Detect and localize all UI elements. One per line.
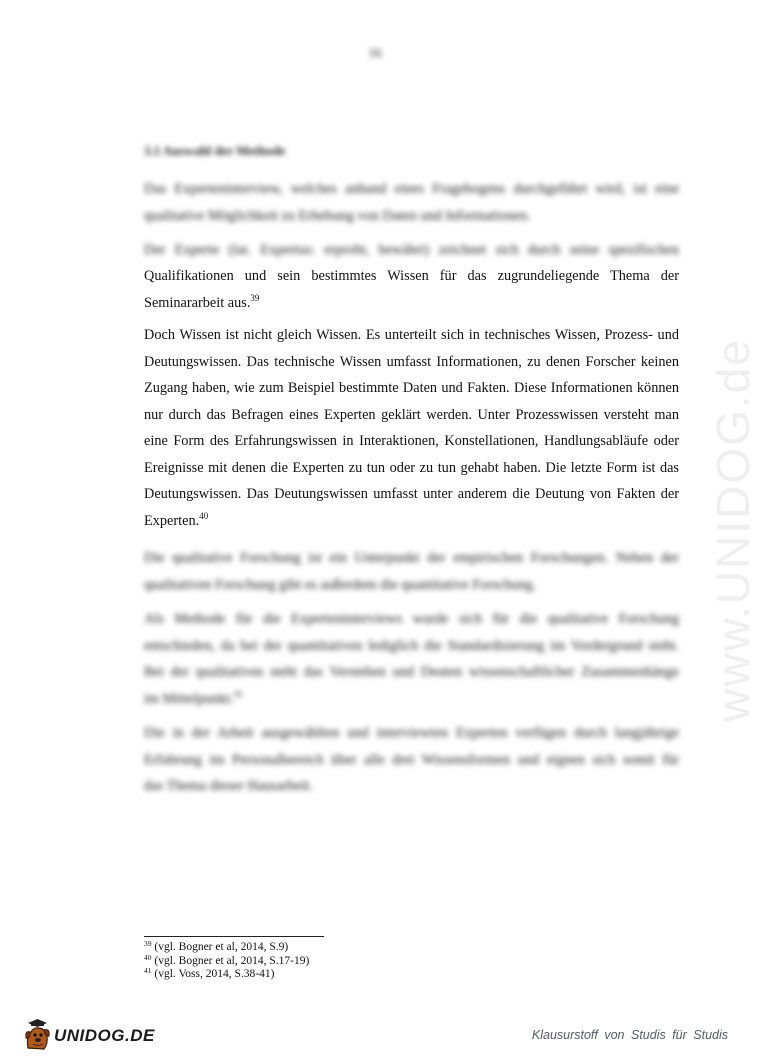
blurred-line: Die qualitative Forschung ist ein Unterpunkt der empirischen Forschungen. Neben der bbox=[144, 550, 679, 566]
blurred-line: Bei der qualitativen steht das Verstehen und Deuten wissenschaftlicher Zusammenhänge bbox=[144, 664, 679, 680]
blurred-line bbox=[144, 686, 679, 713]
footnote-ref: 40 bbox=[199, 510, 209, 521]
footnote-ref: 41 bbox=[233, 688, 243, 699]
unidog-logo[interactable] bbox=[22, 1016, 155, 1056]
paragraph-wissen bbox=[144, 322, 679, 534]
watermark: www.UNIDOG.de bbox=[707, 338, 759, 722]
line-text: im Mittelpunkt. bbox=[144, 690, 234, 707]
footnote-number: 39 bbox=[144, 939, 152, 948]
blurred-line: qualitativen Forschung gibt es außerdem die quantitative Forschung. bbox=[144, 576, 537, 593]
blurred-line: Erfahrung im Personalbereich über alle drei Wissensformen und eignen sich somit für bbox=[144, 751, 679, 768]
footnote-rule bbox=[144, 936, 324, 937]
footnote-text: (vgl. Voss, 2014, S.38-41) bbox=[151, 968, 275, 980]
paragraph-text: Qualifikationen und sein bestimmtes Wissen für das zugrundeliegende Thema der Seminararbeit aus. bbox=[144, 268, 679, 311]
paragraph-expert-definition bbox=[144, 263, 679, 316]
footnote-text: (vgl. Bogner et al, 2014, S.17-19) bbox=[151, 954, 310, 967]
footnote-item bbox=[144, 968, 309, 982]
blurred-line: Als Methode für die Experteninterviews wurde sich für die qualitative Forschung bbox=[144, 611, 679, 627]
footer-bar bbox=[0, 1014, 750, 1059]
footer-tagline: Klausurstoff von Studis für Studis bbox=[531, 1028, 728, 1042]
paragraph-text: Doch Wissen ist nicht gleich Wissen. Es unterteilt sich in technisches Wissen, Prozess- und Deutungswissen. Das technische Wissen umfasst Informationen, zu denen Forscher keinen Zugang haben, wie zum Beispiel bestimmte Daten und Fakten. Diese Informationen können nur durch das Befragen eines Experten geklärt werden. Unter Prozesswissen versteht man eine Form des Erfahrungswissen in Interaktionen, Konstellationen, Handlungsabläufe oder Ereignisse mit denen die Experten zu tun oder zu tun gehabt haben. Die letzte Form ist das Deutungswissen. Das Deutungswissen umfasst unter anderem die Deutung von Fakten der Experten. bbox=[144, 327, 679, 529]
blurred-line: qualitative Möglichkeit zu Erhebung von Daten und Informationen. bbox=[144, 207, 531, 224]
paragraph-blurred bbox=[144, 720, 679, 800]
footnote-item bbox=[144, 941, 309, 955]
paragraph-blurred bbox=[144, 545, 679, 598]
footnotes bbox=[144, 941, 309, 982]
footnote-number: 41 bbox=[144, 966, 152, 975]
footnote-ref: 39 bbox=[250, 292, 260, 303]
section-heading: 3.1 Auswahl der Methode bbox=[144, 143, 286, 158]
page-number: 16 bbox=[368, 45, 382, 60]
footnote-text: (vgl. Bogner et al, 2014, S.9) bbox=[151, 941, 289, 953]
paragraph-blurred bbox=[144, 176, 679, 229]
logo-text: UNIDOG.DE bbox=[54, 1026, 155, 1045]
blurred-line: Das Experteninterview, welches anhand eines Fragebogens durchgeführt wird, ist eine bbox=[144, 181, 679, 197]
blurred-line: Der Experte (lat. Expertus: erprobt, bewährt) zeichnet sich durch seine spezifischen bbox=[144, 242, 679, 258]
paragraph-blurred bbox=[144, 237, 679, 264]
blurred-line: entschieden, da bei der quantitativen lediglich die Standardisierung im Vordergrund steht. bbox=[144, 637, 679, 654]
footnote-number: 40 bbox=[144, 952, 152, 962]
paragraph-blurred bbox=[144, 606, 679, 712]
blurred-line: Die in der Arbeit ausgewählten und interviewten Experten verfügen durch langjährige bbox=[144, 725, 679, 741]
dog-mascot-icon bbox=[22, 1018, 52, 1054]
blurred-line: das Thema dieser Hausarbeit. bbox=[144, 778, 313, 794]
footnote-item bbox=[144, 952, 310, 969]
